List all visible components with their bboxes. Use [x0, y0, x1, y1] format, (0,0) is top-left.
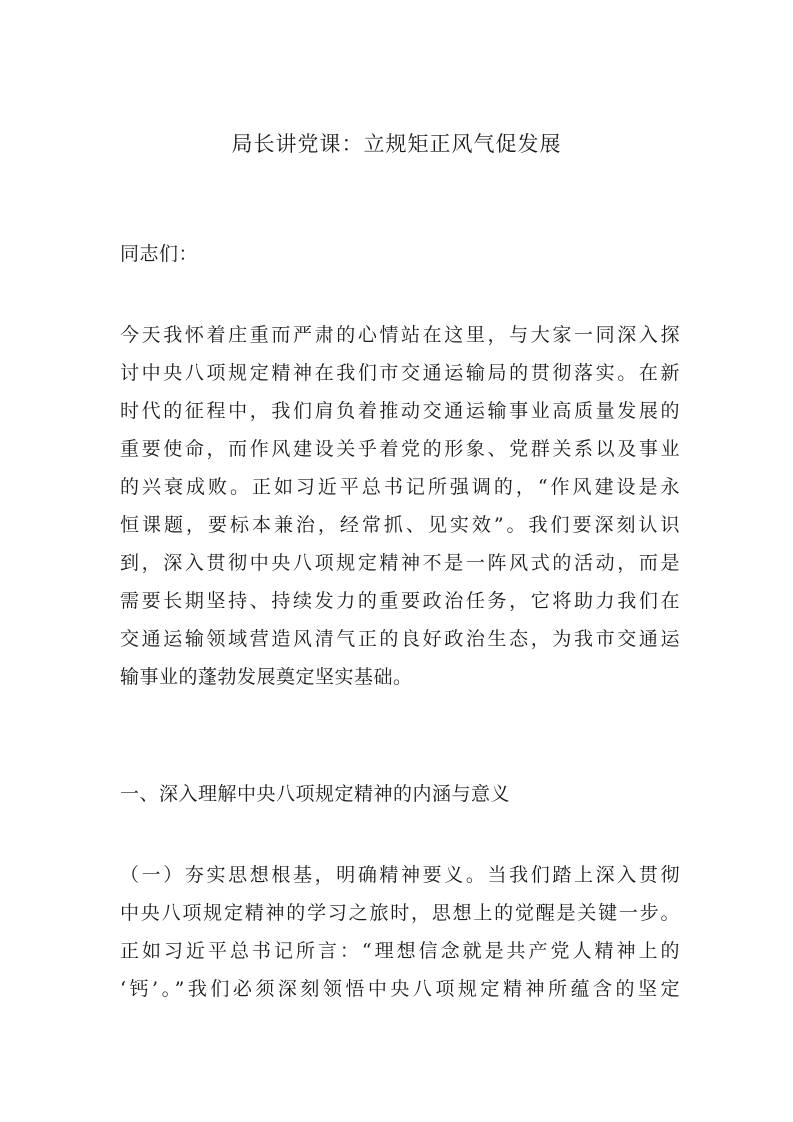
paragraph-line: 重要使命，而作风建设关乎着党的形象、党群关系以及事业: [120, 438, 680, 460]
paragraph-line: 今天我怀着庄重而严肃的心情站在这里，与大家一同深入探: [120, 324, 680, 346]
paragraph-line: 时代的征程中，我们肩负着推动交通运输事业高质量发展的: [120, 400, 680, 422]
paragraph-line: 正如习近平总书记所言：“理想信念就是共产党人精神上的: [120, 940, 680, 962]
document-title: 局长讲党课：立规矩正风气促发展: [231, 132, 562, 156]
paragraph-line: ‘钙’。”我们必须深刻领悟中央八项规定精神所蕴含的坚定: [120, 978, 680, 1000]
paragraph-line: 输事业的蓬勃发展奠定坚实基础。: [120, 666, 413, 688]
paragraph-intro: [120, 316, 680, 696]
paragraph-line: 需要长期坚持、持续发力的重要政治任务，它将助力我们在: [120, 590, 680, 612]
salutation: [120, 235, 680, 273]
paragraph-line: 恒课题，要标本兼治，经常抓、见实效”。我们要深刻认识: [120, 514, 680, 536]
salutation-text: 同志们：: [120, 243, 199, 265]
section-heading-text: 一、深入理解中央八项规定精神的内涵与意义: [120, 783, 511, 805]
paragraph-line: （一）夯实思想根基，明确精神要义。当我们踏上深入贯彻: [120, 864, 680, 886]
paragraph-line: 讨中央八项规定精神在我们市交通运输局的贯彻落实。在新: [120, 362, 680, 384]
paragraph-line: 的兴衰成败。正如习近平总书记所强调的，“作风建设是永: [120, 476, 680, 498]
section-heading: [120, 775, 680, 813]
paragraph-line: 到，深入贯彻中央八项规定精神不是一阵风式的活动，而是: [120, 552, 680, 574]
paragraph-section1-part1: [120, 856, 680, 1008]
paragraph-line: 中央八项规定精神的学习之旅时，思想上的觉醒是关键一步。: [120, 902, 680, 924]
paragraph-line: 交通运输领域营造风清气正的良好政治生态，为我市交通运: [120, 628, 680, 650]
